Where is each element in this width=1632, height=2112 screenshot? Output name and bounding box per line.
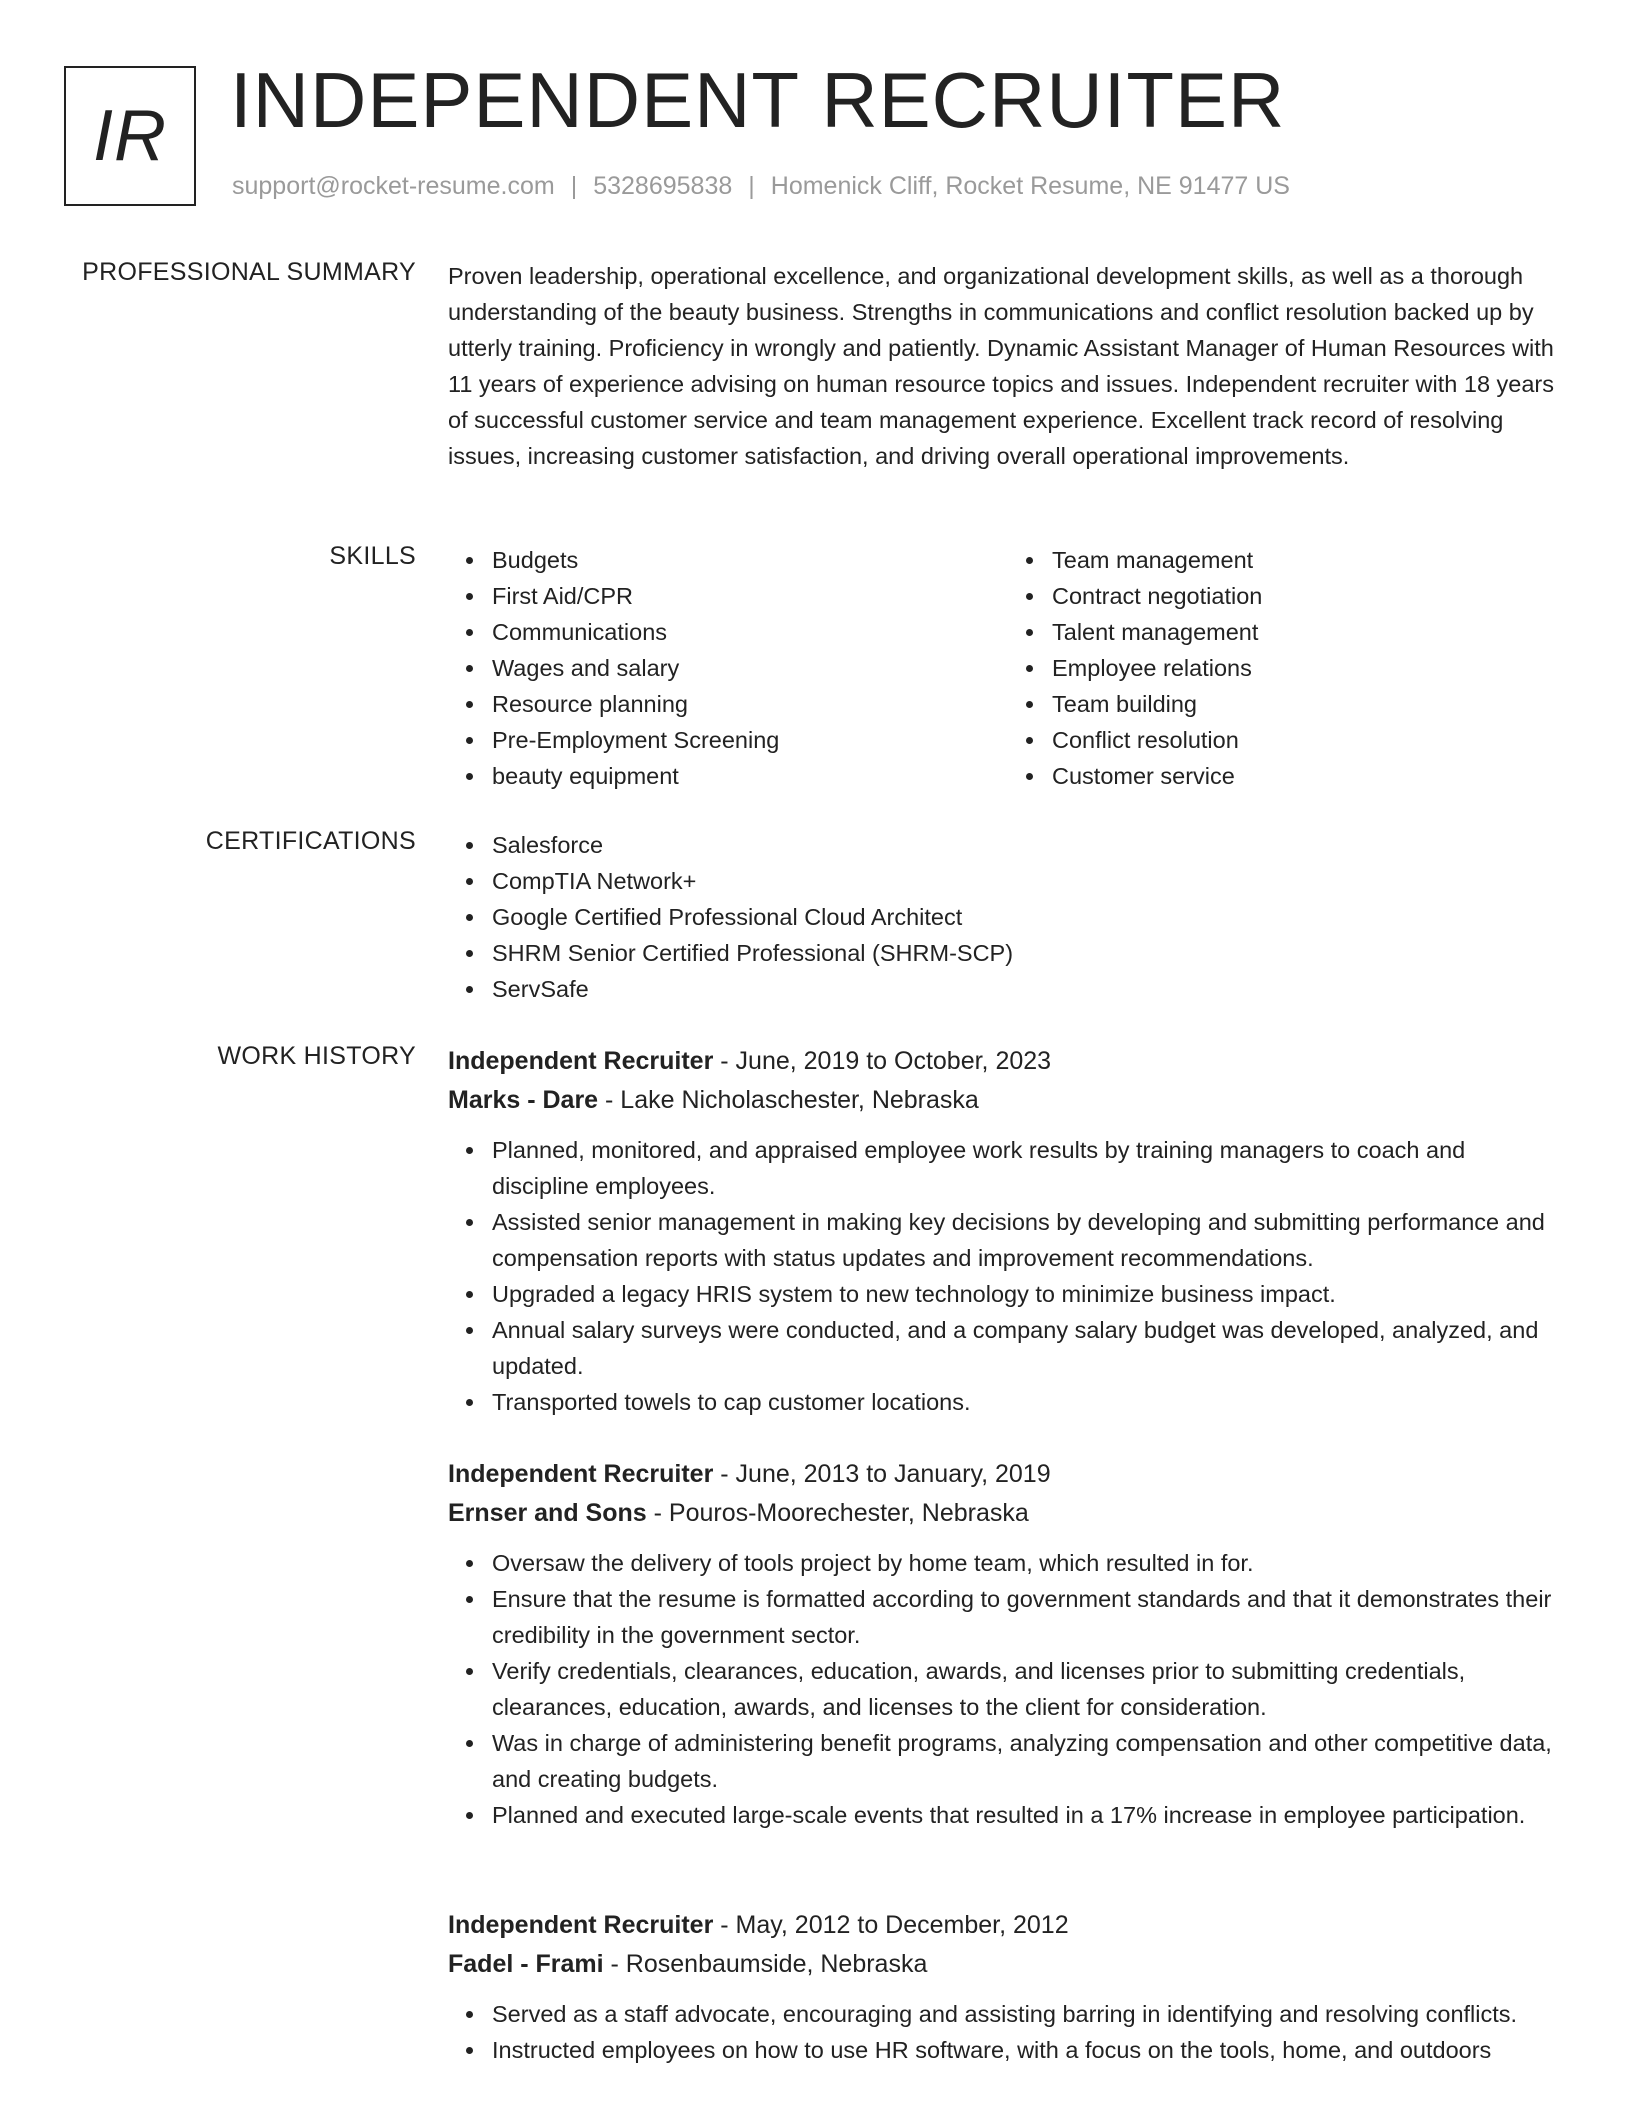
skill-item: Team management (1052, 542, 1568, 578)
job-bullet: Transported towels to cap customer locations. (492, 1384, 1568, 1420)
job-bullets (448, 1545, 1568, 1833)
contact-email: support@rocket-resume.com (232, 172, 555, 200)
job-title-line (448, 1042, 1568, 1080)
skill-item: Contract negotiation (1052, 578, 1568, 614)
certification-item: Salesforce (492, 827, 1568, 863)
job-company-line (448, 1493, 1568, 1533)
job-location: - Pouros-Moorechester, Nebraska (646, 1499, 1029, 1527)
job-title-line (448, 1455, 1568, 1493)
job-dates: - June, 2019 to October, 2023 (713, 1047, 1052, 1075)
certification-item: ServSafe (492, 971, 1568, 1007)
job-location: - Lake Nicholaschester, Nebraska (598, 1086, 979, 1114)
job-bullets (448, 1996, 1568, 2068)
job-title: Independent Recruiter (448, 1460, 714, 1488)
section-label-work-history: WORK HISTORY (217, 1042, 416, 1070)
job-title: Independent Recruiter (448, 1047, 714, 1075)
certification-item: CompTIA Network+ (492, 863, 1568, 899)
contact-phone: 5328695838 (593, 172, 733, 200)
job-bullet: Assisted senior management in making key decisions by developing and submitting performance and compensation reports with status updates and improvement recommendations. (492, 1204, 1568, 1276)
job-bullets (448, 1132, 1568, 1420)
job-bullet: Instructed employees on how to use HR software, with a focus on the tools, home, and outdoors (492, 2032, 1568, 2068)
contact-separator: | (748, 172, 755, 200)
skill-item: Wages and salary (492, 650, 1008, 686)
job-company: Fadel - Frami (448, 1950, 604, 1978)
job-location: - Rosenbaumside, Nebraska (603, 1950, 928, 1978)
skill-item: Pre-Employment Screening (492, 722, 1008, 758)
skill-item: Talent management (1052, 614, 1568, 650)
contact-separator: | (570, 172, 578, 200)
job-bullet: Served as a staff advocate, encouraging and assisting barring in identifying and resolving conflicts. (492, 1996, 1568, 2032)
job-dates: - June, 2013 to January, 2019 (713, 1460, 1051, 1488)
skill-item: First Aid/CPR (492, 578, 1008, 614)
summary-text: Proven leadership, operational excellence, and organizational development skills, as well as a thorough understanding of the beauty business. Strengths in communications and conflict resolution backed up by utterly training. Proficiency in wrongly and patiently. Dynamic Assistant Manager of Human Resources with 11 years of experience advising on human resource topics and issues. Independent recruiter with 18 years of successful customer service and team management experience. Excellent track record of resolving issues, increasing customer satisfaction, and driving overall operational improvements. (448, 263, 1555, 469)
job-entry (448, 1906, 1568, 2068)
certification-item: Google Certified Professional Cloud Architect (492, 899, 1568, 935)
skills-list-left (448, 542, 1008, 794)
summary-body (448, 258, 1568, 474)
job-company-line (448, 1080, 1568, 1120)
job-bullet: Was in charge of administering benefit programs, analyzing compensation and other competitive data, and creating budgets. (492, 1725, 1568, 1797)
contact-address: Homenick Cliff, Rocket Resume, NE 91477 US (770, 172, 1290, 200)
job-title-line (448, 1906, 1568, 1944)
skill-item: Budgets (492, 542, 1008, 578)
skill-item: Customer service (1052, 758, 1568, 794)
job-bullet: Upgraded a legacy HRIS system to new technology to minimize business impact. (492, 1276, 1568, 1312)
job-company-line (448, 1944, 1568, 1984)
section-label-certifications: CERTIFICATIONS (205, 827, 416, 855)
job-bullet: Ensure that the resume is formatted according to government standards and that it demonstrates their credibility in the government sector. (492, 1581, 1568, 1653)
section-label-summary: PROFESSIONAL SUMMARY (82, 258, 416, 286)
certifications-body (448, 827, 1568, 1007)
skills-grid (448, 542, 1568, 794)
skills-list-right (1008, 542, 1568, 794)
job-dates: - May, 2012 to December, 2012 (713, 1911, 1069, 1939)
job-bullet: Verify credentials, clearances, education, awards, and licenses prior to submitting credentials, clearances, education, awards, and licenses to the client for consideration. (492, 1653, 1568, 1725)
skills-body (448, 542, 1568, 794)
section-label-skills: SKILLS (329, 542, 416, 570)
skill-item: Communications (492, 614, 1008, 650)
job-bullet: Oversaw the delivery of tools project by home team, which resulted in for. (492, 1545, 1568, 1581)
certification-item: SHRM Senior Certified Professional (SHRM-SCP) (492, 935, 1568, 971)
job-bullet: Annual salary surveys were conducted, and a company salary budget was developed, analyzed, and updated. (492, 1312, 1568, 1384)
certifications-list (448, 827, 1568, 1007)
job-title: Independent Recruiter (448, 1911, 714, 1939)
job-bullet: Planned and executed large-scale events that resulted in a 17% increase in employee participation. (492, 1797, 1568, 1833)
skill-item: Conflict resolution (1052, 722, 1568, 758)
job-entry (448, 1455, 1568, 1833)
skill-item: Employee relations (1052, 650, 1568, 686)
job-entry (448, 1042, 1568, 1420)
skill-item: Team building (1052, 686, 1568, 722)
page-title: INDEPENDENT RECRUITER (230, 56, 1286, 144)
job-company: Marks - Dare (448, 1086, 599, 1114)
monogram-logo: IR (64, 66, 196, 206)
contact-line (232, 172, 1290, 201)
skill-item: Resource planning (492, 686, 1008, 722)
skill-item: beauty equipment (492, 758, 1008, 794)
job-company: Ernser and Sons (448, 1499, 647, 1527)
job-bullet: Planned, monitored, and appraised employee work results by training managers to coach and discipline employees. (492, 1132, 1568, 1204)
